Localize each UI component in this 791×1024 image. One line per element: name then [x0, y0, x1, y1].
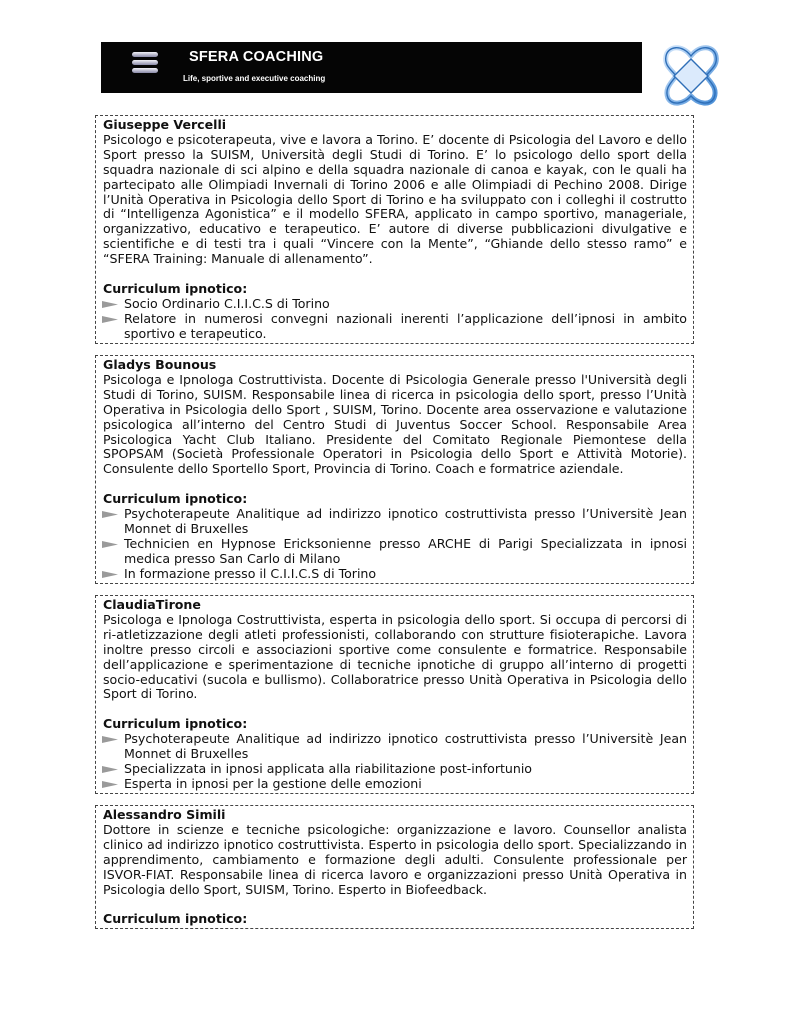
profile-card-gladys-bounous	[95, 355, 694, 584]
bullet-arrow-icon	[102, 736, 118, 743]
cv-item: Relatore in numerosi convegni nazionali inerenti l’applicazione dell’ipnosi in ambito sportivo e terapeutico.	[103, 312, 687, 342]
cv-title: Curriculum ipnotico:	[103, 716, 248, 732]
bullet-arrow-icon	[102, 301, 118, 308]
profile-name: Alessandro Simili	[103, 807, 226, 822]
profile-bio: Psicologa e Ipnologa Costruttivista. Docente di Psicologia Generale presso l'Università degli Studi di Torino, SUISM. Responsabile linea di ricerca in psicologia dello sport, presso l’Unità Operativa in Psicologia dello Sport , SUISM, Torino. Docente area osservazione e valutazione psicologica all’interno del Centro Studi di Juventus Soccer School. Responsabile Area Psicologica Yacht Club Italiano. Presidente del Comitato Regionale Piemontese della SPOPSAM (Società Professionale Operatori in Psicologia dello Sport e Attività Motorie). Consulente dello Sportello Sport, Provincia di Torino. Coach e formatrice aziendale.	[103, 371, 687, 477]
cv-title: Curriculum ipnotico:	[103, 491, 248, 507]
profile-name: Giuseppe Vercelli	[103, 117, 227, 132]
profile-card-giuseppe-vercelli	[95, 115, 694, 344]
profile-card-alessandro-simili	[95, 805, 694, 929]
cv-item: Specializzata in ipnosi applicata alla riabilitazione post-infortunio	[103, 762, 687, 777]
profile-bio: Psicologo e psicoterapeuta, vive e lavora a Torino. E’ docente di Psicologia del Lavoro e dello Sport presso la SUISM, Università degli Studi di Torino. E’ lo psicologo dello sport della squadra nazionale di sci alpino e della squadra nazionale di canoa e kayak, con le quali ha partecipato alle Olimpiadi Invernali di Torino 2006 e alle Olimpiadi di Pechino 2008. Dirige l’Unità Operativa in Psicologia dello Sport di Torino e ha sviluppato con i colleghi il costrutto di “Intelligenza Agonistica” e il modello SFERA, applicato in campo sportivo, manageriale, organizzativo, educativo e terapeutico. E’ autore di diverse pubblicazioni divulgative e scientifiche e di testi tra i quali “Vincere con la Mente”, “Ghiande dello stesso ramo” e “SFERA Training: Manuale di allenamento”.	[103, 131, 687, 267]
brand-title: SFERA COACHING	[189, 49, 324, 65]
profile-name: Gladys Bounous	[103, 357, 217, 372]
profile-name: ClaudiaTirone	[103, 597, 201, 612]
cv-item: Esperta in ipnosi per la gestione delle emozioni	[103, 777, 687, 792]
bullet-arrow-icon	[102, 781, 118, 788]
cv-item: Socio Ordinario C.I.I.C.S di Torino	[103, 297, 687, 312]
cv-item: Psychoterapeute Analitique ad indirizzo ipnotico costruttivista presso l’Universitè Jean Monnet di Bruxelles	[103, 507, 687, 537]
cv-title: Curriculum ipnotico:	[103, 911, 248, 927]
bullet-arrow-icon	[102, 571, 118, 578]
bullet-arrow-icon	[102, 541, 118, 548]
bullet-arrow-icon	[102, 766, 118, 773]
cv-item: In formazione presso il C.I.I.C.S di Torino	[103, 567, 687, 582]
cv-list	[103, 297, 687, 342]
cv-list	[103, 507, 687, 582]
bullet-arrow-icon	[102, 316, 118, 323]
cv-title: Curriculum ipnotico:	[103, 280, 248, 296]
menu-icon	[132, 52, 158, 76]
cv-item: Technicien en Hypnose Ericksonienne presso ARCHE di Parigi Specializzata in ipnosi medica presso San Carlo di Milano	[103, 537, 687, 567]
profile-bio: Psicologa e Ipnologa Costruttivista, esperta in psicologia dello sport. Si occupa di percorsi di ri-atletizzazione degli atleti professionisti, collaborando con strutture fisioterapiche. Lavora inoltre presso circoli e associazioni sportive come consulente e formatrice. Responsabile dell’applicazione e sperimentazione di tecniche ipnotiche di gruppo all’interno di progetti socio-educativi (sucola e bullismo). Collaboratrice presso Unità Operativa in Psicologia dello Sport di Torino.	[103, 611, 687, 702]
page-header	[101, 42, 642, 93]
profile-card-claudia-tirone	[95, 595, 694, 794]
sfera-logo-icon	[654, 40, 728, 112]
cv-item: Psychoterapeute Analitique ad indirizzo ipnotico costruttivista presso l’Universitè Jean Monnet di Bruxelles	[103, 732, 687, 762]
cv-list	[103, 732, 687, 792]
brand-subtitle: Life, sportive and executive coaching	[183, 74, 326, 83]
profile-bio: Dottore in scienze e tecniche psicologiche: organizzazione e lavoro. Counsellor analista clinico ad indirizzo ipnotico costruttivista. Esperto in psicologia dello sport. Specializzando in apprendimento, cambiamento e formazione degli adulti. Consulente professionale per ISVOR-FIAT. Responsabile linea di ricerca lavoro e organizzazioni presso Unità Operativa in Psicologia dello Sport, SUISM, Torino. Esperto in Biofeedback.	[103, 821, 687, 897]
bullet-arrow-icon	[102, 511, 118, 518]
